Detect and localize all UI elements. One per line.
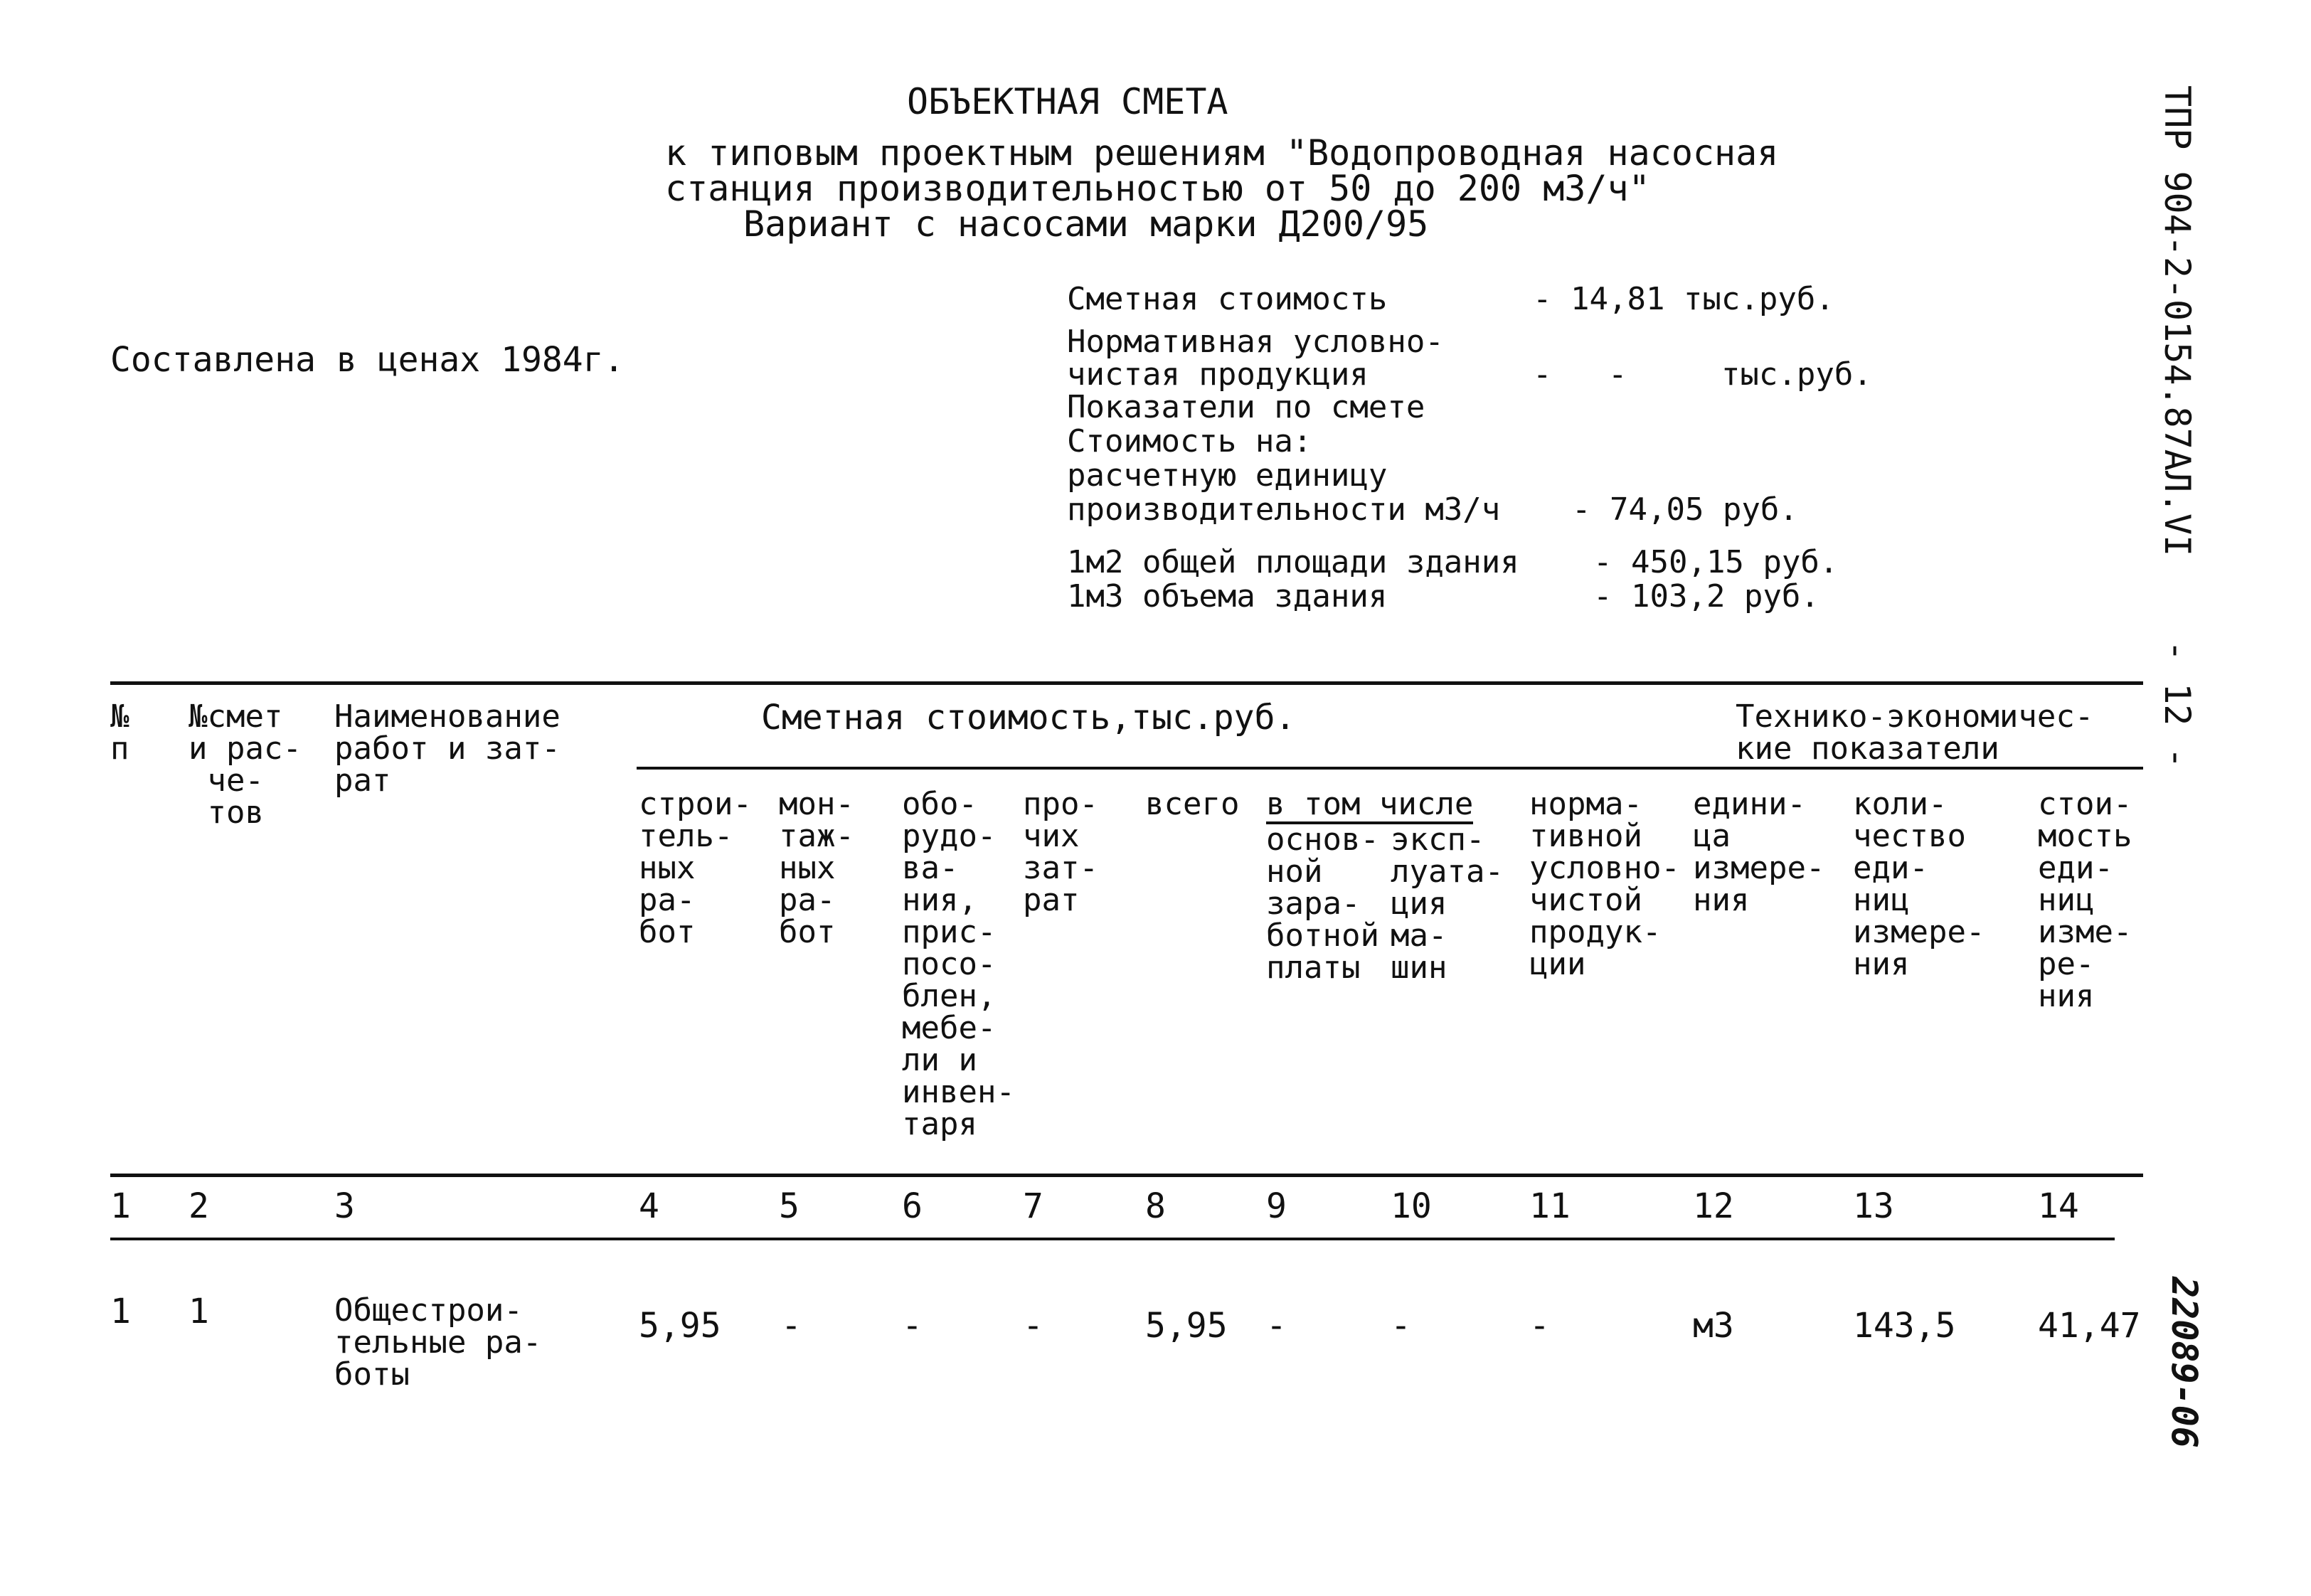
cost-value: - 14,81 тыс.руб. <box>1533 281 1834 317</box>
price-basis: Составлена в ценах 1984г. <box>110 340 625 380</box>
archive-number: 22089-06 <box>2164 1277 2205 1448</box>
subtitle-line-1: к типовым проектным решениям "Водопроводная насосная <box>665 132 1779 174</box>
row-normative: - <box>1529 1306 1550 1346</box>
header-group-tech: Технико-экономичес- кие показатели <box>1736 698 2094 767</box>
column-number: 4 <box>639 1186 659 1226</box>
row-no: 1 <box>110 1292 131 1331</box>
area-label: 1м2 общей площади здания <box>1067 544 1519 580</box>
header-quantity: коли- чество еди- ниц измере- ния <box>1853 786 1985 982</box>
cost-per-label: Стоимость на: <box>1067 423 1312 459</box>
document-title: ОБЪЕКТНАЯ СМЕТА <box>907 81 1228 122</box>
unit-label-1: расчетную единицу <box>1067 457 1388 494</box>
row-construction: 5,95 <box>639 1306 721 1346</box>
header-bottom-rule <box>110 1174 2143 1177</box>
subtitle-line-2: станция производительностью от 50 до 200 м3/ч" <box>665 168 1650 209</box>
column-numbers-rule <box>110 1238 2115 1240</box>
column-number: 7 <box>1023 1186 1043 1226</box>
subtitle-line-3: Вариант с насосами марки Д200/95 <box>743 203 1429 245</box>
column-number: 1 <box>110 1186 131 1226</box>
column-number: 8 <box>1145 1186 1166 1226</box>
column-number: 3 <box>334 1186 355 1226</box>
row-quantity: 143,5 <box>1853 1306 1956 1346</box>
header-total: всего <box>1145 786 1240 822</box>
row-other: - <box>1023 1306 1043 1346</box>
header-normative: норма- тивной условно- чистой продук- ции <box>1529 786 1680 982</box>
unit-label-2: производительности м3/ч <box>1067 491 1501 528</box>
row-name: Общестрои- тельные ра- боты <box>334 1292 542 1393</box>
row-machines: - <box>1391 1306 1411 1346</box>
normative-label-2: чистая продукция <box>1067 356 1369 393</box>
row-unit: м3 <box>1693 1306 1734 1346</box>
header-no: № п <box>110 698 129 767</box>
table-top-rule <box>110 681 2143 685</box>
side-code: ТПР 904-2-0154.87АЛ.VI <box>2157 85 2198 557</box>
normative-value: - - тыс.руб. <box>1533 356 1872 393</box>
cost-label: Сметная стоимость <box>1067 281 1388 317</box>
header-construction: строи- тель- ных ра- бот <box>639 786 752 950</box>
header-machines: эксп- луата- ция ма- шин <box>1391 821 1504 986</box>
column-number: 9 <box>1266 1186 1287 1226</box>
header-equipment: обо- рудо- ва- ния, прис- посо- блен, мебе- ли и инвен- таря <box>902 786 1015 1142</box>
column-number: 13 <box>1853 1186 1894 1226</box>
header-including: в том числе <box>1266 788 1473 824</box>
row-installation: - <box>781 1306 802 1346</box>
header-installation: мон- таж- ных ра- бот <box>779 786 854 950</box>
column-number: 5 <box>779 1186 799 1226</box>
header-wages: основ- ной зара- ботной платы <box>1266 821 1379 986</box>
column-number: 6 <box>902 1186 923 1226</box>
row-equipment: - <box>902 1306 923 1346</box>
column-number: 12 <box>1693 1186 1734 1226</box>
header-group-cost: Сметная стоимость,тыс.руб. <box>761 698 1296 738</box>
header-unit-cost: стои- мость еди- ниц изме- ре- ния <box>2038 786 2132 1014</box>
volume-label: 1м3 объема здания <box>1067 578 1388 615</box>
indicators-label: Показатели по смете <box>1067 389 1425 425</box>
row-wages: - <box>1266 1306 1287 1346</box>
column-number: 14 <box>2038 1186 2079 1226</box>
column-number: 2 <box>188 1186 209 1226</box>
header-estimate-no: №смет и рас- че- тов <box>188 698 302 831</box>
header-name: Наименование работ и зат- рат <box>334 698 561 799</box>
area-value: - 450,15 руб. <box>1593 544 1839 580</box>
header-other: про- чих зат- рат <box>1023 786 1098 918</box>
row-unit-cost: 41,47 <box>2038 1306 2141 1346</box>
column-number: 11 <box>1529 1186 1571 1226</box>
normative-label-1: Нормативная условно- <box>1067 324 1444 360</box>
header-unit: едини- ца измере- ния <box>1693 786 1825 918</box>
row-estimate-no: 1 <box>188 1292 209 1331</box>
group-header-rule <box>637 767 2143 770</box>
page-number: - 12 - <box>2157 640 2198 769</box>
column-number: 10 <box>1391 1186 1432 1226</box>
row-total: 5,95 <box>1145 1306 1228 1346</box>
volume-value: - 103,2 руб. <box>1593 578 1819 615</box>
unit-value: - 74,05 руб. <box>1572 491 1798 528</box>
